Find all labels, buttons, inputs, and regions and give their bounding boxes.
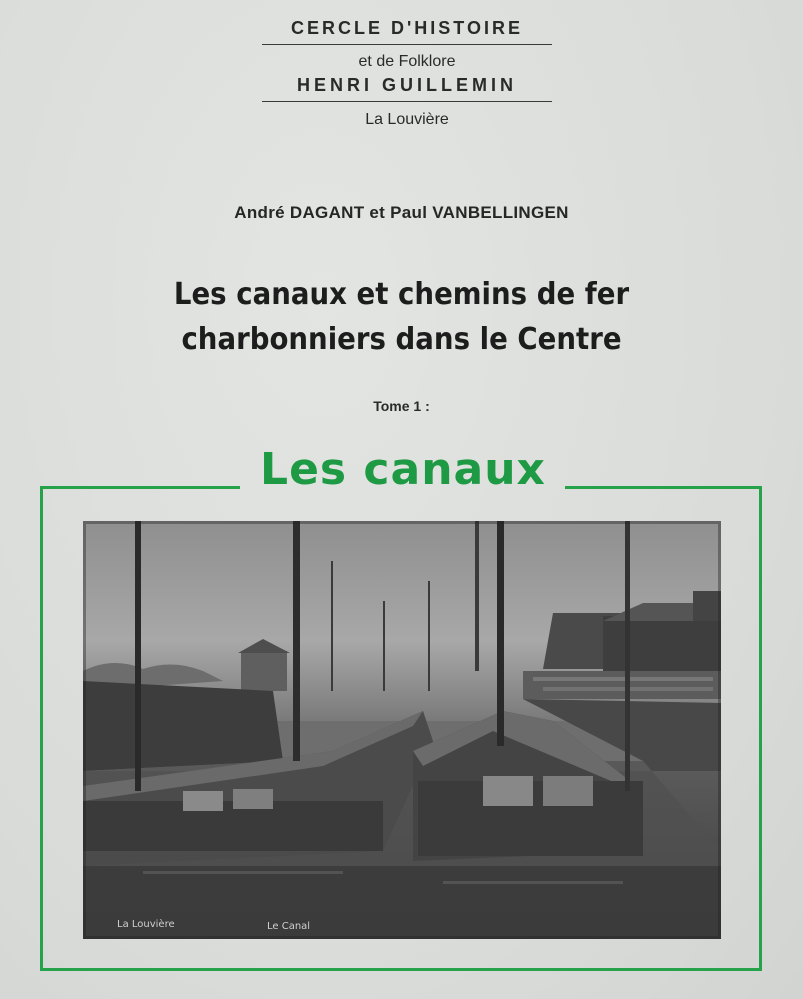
publisher-name-line2: et de Folklore — [358, 53, 456, 70]
authors: André DAGANT et Paul VANBELLINGEN — [234, 203, 569, 222]
photo-caption-place: La Louvière — [117, 919, 175, 930]
title-line1: Les canaux et chemins de fer — [173, 277, 630, 312]
publisher-name-line1: CERCLE D'HISTOIRE — [262, 18, 552, 45]
publisher-block — [262, 18, 552, 129]
volume-label: Tome 1 : — [373, 398, 430, 414]
title-line2: charbonniers dans le Centre — [181, 322, 622, 357]
book-title — [32, 272, 771, 362]
canal-photograph — [83, 521, 721, 939]
canal-photo-illustration — [83, 521, 721, 939]
volume-title: Les canaux — [260, 444, 546, 495]
publisher-name-line3: HENRI GUILLEMIN — [262, 75, 552, 102]
photo-caption-title: Le Canal — [267, 921, 311, 932]
publisher-location: La Louvière — [365, 111, 449, 128]
